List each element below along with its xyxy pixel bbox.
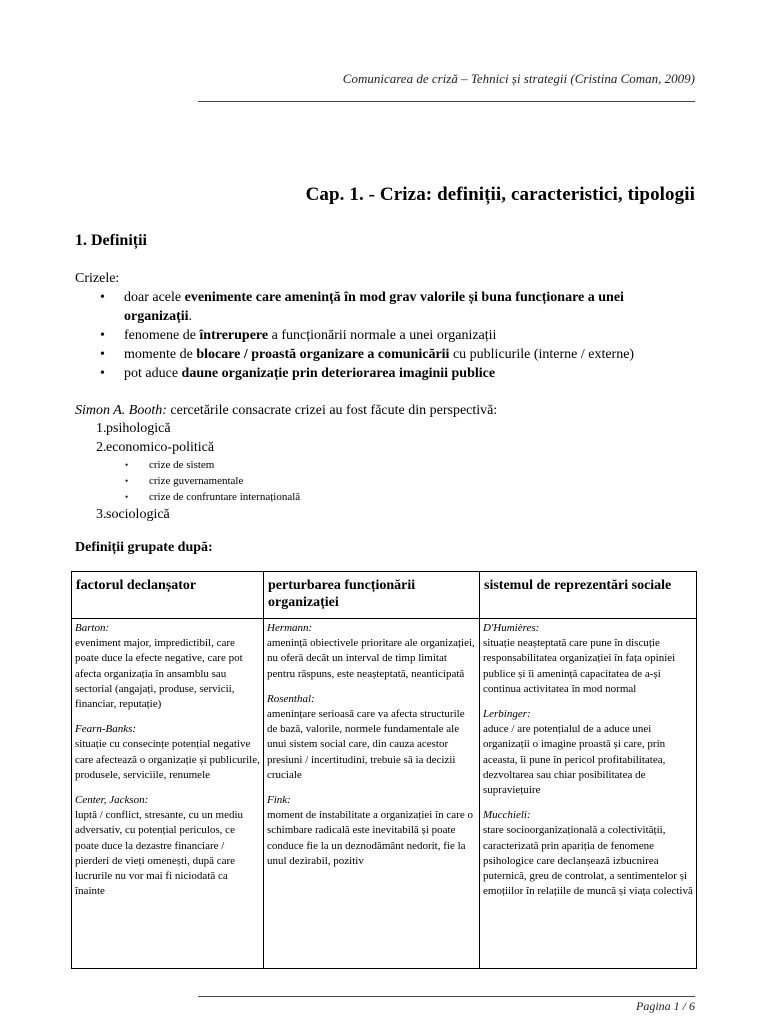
booth-paragraph [75,401,497,420]
section-title: 1. Definiții [75,232,147,249]
running-header: Comunicarea de criză – Tehnici și strategii (Cristina Coman, 2009) [342,71,695,86]
bullet-item: • doar acele evenimente care amenință în mod grav valorile și buna funcționare a unei organizații. [75,288,695,326]
definition-text: amenințare serioasă care va afecta structurile de bază, valorile, normele fundamentale ale unui sistem social care, din cauza acestor presiuni / incertitudini, trebuie să ia decizii cruciale [267,708,465,781]
page-number: Pagina 1 / 6 [636,999,695,1013]
definition-text: luptă / conflict, stresante, cu un mediu adversativ, cu potențial periculos, ce poate duce la dezastre financiare / pierderi de vieți omenești, după care lucrurile nu vor mai fi niciodată ca înainte [75,809,244,898]
booth-author: Simon A. Booth: [75,403,167,418]
definition-source: Center, Jackson: [75,794,149,807]
definition-text: situație neașteptată care pune în discuție responsabilitatea organizației în fața opiniei publice și îi amenință capacitatea de a-și continua activitatea în mod normal [483,637,676,695]
definition-text: aduce / are potențialul de a aduce unei organizații o imagine proastă și care, prin aceasta, îi pune în pericol profitabilitatea, dezvoltarea sau chiar posibilitatea de supraviețuire [483,723,666,797]
definition-source: Barton: [75,622,110,634]
crize-intro: Crizele: [75,271,120,286]
perspective-sublist [106,457,300,505]
definition-text: situație cu consecințe potențial negative care afectează o organizație și publicurile, produsele, serviciile, renumele [75,738,260,781]
definition-text: amenință obiectivele prioritare ale organizației, nu oferă decât un interval de timp limitat pentru răspuns, este neașteptată, neanticipată [267,637,475,680]
footer-rule [198,996,695,997]
table-row [72,619,697,969]
column-header: sistemul de reprezentări sociale [480,572,697,619]
definition-entry [483,621,693,697]
definition-entry [75,621,260,712]
definition-source: Fearn-Banks: [75,723,137,736]
definition-source: Rosenthal: [267,692,315,705]
definition-entry [75,722,260,783]
perspective-item: 3 . sociologică [75,505,300,524]
perspective-item: 1 . psihologică [75,419,300,438]
definition-source: Hermann: [267,622,313,634]
bullet-item: • momente de blocare / proastă organizare a comunicării cu publicurile (interne / externe) [75,345,695,364]
table-cell [480,619,697,969]
table-header-row [72,572,697,619]
column-header: perturbarea funcționării organizației [264,572,480,619]
sublist-item: • crize de sistem [106,457,300,473]
definition-entry [483,707,693,798]
definition-entry [483,808,693,899]
booth-text: cercetările consacrate crizei au fost făcute din perspectivă: [166,403,498,418]
bullet-item: • fenomene de întrerupere a funcționării normale a unei organizații [75,326,695,345]
definition-source: Mucchieli: [483,809,531,822]
definition-entry [267,692,476,783]
chapter-title: Cap. 1. - Criza: definiții, caracteristici, tipologii [305,184,695,205]
table-cell [72,619,264,969]
perspective-item: 2 . economico-politică • crize de sistem • crize guvernamentale • crize de confruntare internațională [75,438,300,505]
perspectives-list [75,419,300,524]
definition-source: Fink: [267,794,291,807]
definitions-table [71,571,697,969]
definition-entry [267,621,476,682]
definition-source: Lerbinger: [483,708,531,721]
table-cell [264,619,480,969]
definition-text: stare socioorganizațională a colectivității, caracterizată prin apariția de fenomene psihologice care declanșează izbucnirea puternică, greu de controlat, a sentimentelor și emoțiilor în relațiile de muncă și viața colectivă [483,824,693,898]
sublist-item: • crize guvernamentale [106,473,300,489]
column-header: factorul declanșator [72,572,264,619]
grouped-definitions-title: Definiții grupate după: [75,540,213,555]
crize-bullet-list [75,288,695,383]
sublist-item: • crize de confruntare internațională [106,489,300,505]
definition-entry [267,793,476,869]
definition-source: D'Humières: [483,622,540,634]
bullet-item: • pot aduce daune organizație prin deteriorarea imaginii publice [75,364,695,383]
definition-entry [75,793,260,899]
header-rule [198,101,695,102]
definition-text: moment de instabilitate a organizației în care o schimbare radicală este inevitabilă și poate conduce fie la un deznodământ nedorit, fie la unul dezirabil, pozitiv [267,809,473,867]
definition-text: eveniment major, impredictibil, care poate duce la efecte negative, care pot afecta organizația în ansamblu sau sectorial (angajați, produse, servicii, financiar, reputație) [75,637,243,711]
